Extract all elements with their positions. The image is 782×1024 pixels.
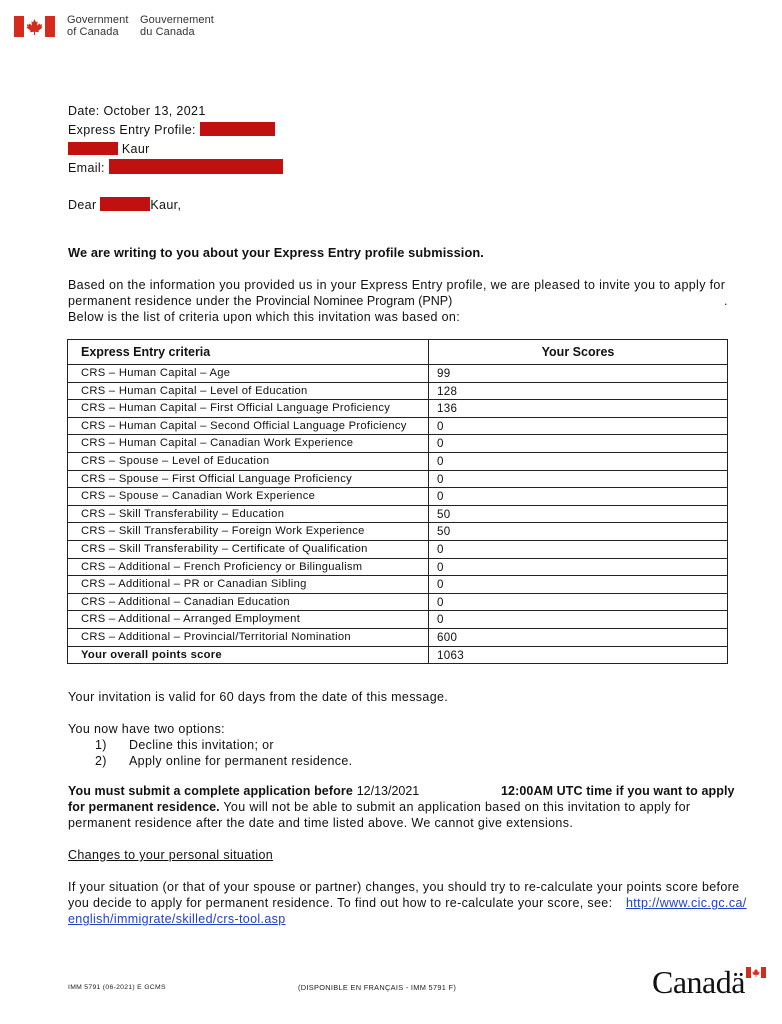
header-criteria: Express Entry criteria <box>68 340 429 365</box>
deadline-date: 12/13/2021 <box>356 784 420 798</box>
changes-heading: Changes to your personal situation <box>68 848 274 862</box>
score-cell: 0 <box>429 558 728 576</box>
table-row <box>68 488 728 506</box>
intro-line2 <box>68 293 758 309</box>
redacted-greeting-name <box>100 197 150 211</box>
greeting-prefix: Dear <box>68 198 97 212</box>
criteria-cell: CRS – Skill Transferability – Foreign Work Experience <box>68 523 429 541</box>
canada-wordmark-text: Canadä <box>652 964 745 1000</box>
criteria-cell: CRS – Additional – Arranged Employment <box>68 611 429 629</box>
canada-flag-icon <box>14 16 55 37</box>
criteria-cell: CRS – Human Capital – First Official Language Proficiency <box>68 400 429 418</box>
table-row <box>68 365 728 383</box>
changes-line1: If your situation (or that of your spouse or partner) changes, you should try to re-calculate your points score before <box>68 880 740 894</box>
changes-line3 <box>68 911 758 927</box>
score-cell: 0 <box>429 540 728 558</box>
table-header-row <box>68 340 728 365</box>
gov-fr-line1: Gouvernement <box>140 14 214 26</box>
table-row <box>68 382 728 400</box>
criteria-table <box>67 339 728 664</box>
redacted-profile-number <box>200 122 275 136</box>
email-line <box>68 159 283 178</box>
criteria-cell: CRS – Skill Transferability – Education <box>68 505 429 523</box>
greeting <box>68 197 181 213</box>
score-cell: 0 <box>429 452 728 470</box>
email-label: Email: <box>68 161 105 175</box>
criteria-cell: CRS – Additional – PR or Canadian Sibling <box>68 576 429 594</box>
gov-en-line2: of Canada <box>67 26 119 38</box>
total-score: 1063 <box>429 646 728 664</box>
option-text: Decline this invitation; or <box>129 738 274 752</box>
criteria-cell: CRS – Human Capital – Canadian Work Experience <box>68 435 429 453</box>
table-row <box>68 540 728 558</box>
option-num: 1) <box>95 738 107 752</box>
deadline-bold-3: for permanent residence. <box>68 800 220 814</box>
table-row <box>68 505 728 523</box>
score-cell: 136 <box>429 400 728 418</box>
option-item-1 <box>95 737 353 753</box>
table-row <box>68 593 728 611</box>
name-line <box>68 140 283 159</box>
criteria-cell: CRS – Spouse – First Official Language Proficiency <box>68 470 429 488</box>
table-row <box>68 452 728 470</box>
deadline-rest-1: You will not be able to submit an application based on this invitation to apply for <box>223 800 691 814</box>
changes-line2 <box>68 895 758 911</box>
table-row <box>68 558 728 576</box>
redacted-email <box>109 159 283 174</box>
french-availability-note: (DISPONIBLE EN FRANÇAIS - IMM 5791 F) <box>298 983 457 992</box>
gov-en-line1: Government <box>67 14 129 26</box>
surname: Kaur <box>121 142 150 156</box>
table-row <box>68 435 728 453</box>
option-text: Apply online for permanent residence. <box>129 754 353 768</box>
header-scores: Your Scores <box>429 340 728 365</box>
score-cell: 0 <box>429 470 728 488</box>
criteria-cell: CRS – Human Capital – Level of Education <box>68 382 429 400</box>
deadline-bold-1: You must submit a complete application before <box>68 784 353 798</box>
crs-tool-link-part1[interactable]: http://www.cic.gc.ca/ <box>626 896 747 910</box>
canada-wordmark <box>652 962 768 1002</box>
criteria-cell: CRS – Human Capital – Second Official Language Proficiency <box>68 417 429 435</box>
score-cell: 0 <box>429 488 728 506</box>
option-item-2 <box>95 753 353 769</box>
score-cell: 0 <box>429 593 728 611</box>
criteria-cell: CRS – Additional – French Proficiency or Bilingualism <box>68 558 429 576</box>
score-cell: 0 <box>429 576 728 594</box>
deadline-bold-2: 12:00AM UTC time if you want to apply <box>501 784 735 798</box>
validity-text: Your invitation is valid for 60 days from the date of this message. <box>68 690 449 704</box>
redacted-given-name <box>68 142 118 155</box>
criteria-cell: CRS – Human Capital – Age <box>68 365 429 383</box>
changes-paragraph <box>68 879 758 927</box>
option-num: 2) <box>95 754 107 768</box>
criteria-cell: CRS – Additional – Provincial/Territorial Nomination <box>68 628 429 646</box>
criteria-cell: CRS – Spouse – Canadian Work Experience <box>68 488 429 506</box>
score-cell: 128 <box>429 382 728 400</box>
score-cell: 50 <box>429 505 728 523</box>
intro-paragraph <box>68 277 758 325</box>
greeting-name: Kaur, <box>150 198 182 212</box>
intro-line1: Based on the information you provided us in your Express Entry profile, we are pleased to invite you to apply for <box>68 278 726 292</box>
table-row <box>68 523 728 541</box>
table-row <box>68 470 728 488</box>
score-cell: 0 <box>429 611 728 629</box>
intro-period: . <box>724 294 728 308</box>
table-row <box>68 611 728 629</box>
changes-line2-text: you decide to apply for permanent residence. To find out how to re-calculate your score, see: <box>68 896 613 910</box>
intro-line2-text: permanent residence under the <box>68 294 252 308</box>
table-row <box>68 576 728 594</box>
profile-line <box>68 121 283 140</box>
letter-date: Date: October 13, 2021 <box>68 104 206 118</box>
option-list <box>95 737 353 769</box>
table-row <box>68 417 728 435</box>
score-cell: 0 <box>429 417 728 435</box>
table-row <box>68 628 728 646</box>
program-name: Provincial Nominee Program (PNP) <box>255 294 453 308</box>
form-code: IMM 5791 (06-2021) E GCMS <box>68 984 166 991</box>
deadline-line3: permanent residence after the date and time listed above. We cannot give extensions. <box>68 816 574 830</box>
intro-line3: Below is the list of criteria upon which this invitation was based on: <box>68 310 461 324</box>
score-cell: 99 <box>429 365 728 383</box>
options-intro: You now have two options: <box>68 722 226 736</box>
criteria-cell: CRS – Skill Transferability – Certificate of Qualification <box>68 540 429 558</box>
criteria-cell: CRS – Spouse – Level of Education <box>68 452 429 470</box>
letter-heading: We are writing to you about your Express Entry profile submission. <box>68 245 484 260</box>
profile-label: Express Entry Profile: <box>68 123 196 137</box>
total-row <box>68 646 728 664</box>
wordmark-flag-icon <box>746 967 766 978</box>
deadline-line2 <box>68 799 758 815</box>
criteria-table-body <box>68 365 728 664</box>
deadline-line1 <box>68 783 758 799</box>
total-label: Your overall points score <box>68 646 429 664</box>
gov-fr-line2: du Canada <box>140 26 195 38</box>
crs-tool-link-part2[interactable]: english/immigrate/skilled/crs-tool.asp <box>68 912 286 926</box>
criteria-cell: CRS – Additional – Canadian Education <box>68 593 429 611</box>
score-cell: 0 <box>429 435 728 453</box>
score-cell: 50 <box>429 523 728 541</box>
gc-signature <box>14 14 224 40</box>
table-row <box>68 400 728 418</box>
score-cell: 600 <box>429 628 728 646</box>
deadline-paragraph <box>68 783 758 831</box>
